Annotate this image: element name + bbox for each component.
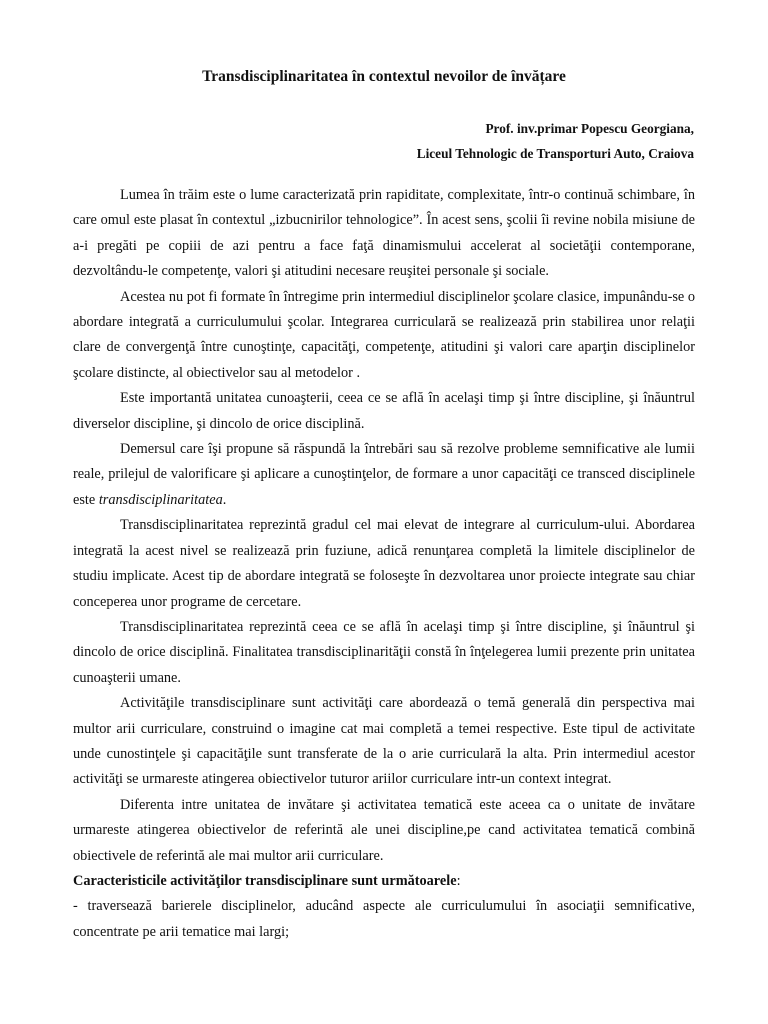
section-heading [73,869,695,894]
paragraph: Acestea nu pot fi formate în întregime prin intermediul disciplinelor şcolare clasice, impunându-se o abordare integrată a curriculumului şcolar. Integrarea curriculară se realizează prin stabilirea unor relaţii clare de convergenţă între cunoştinţe, capacităţi, competenţe, atitudini şi valori care aparţin disciplinelor şcolare distincte, al obiectivelor sau al metodelor . [73,288,695,381]
document-title: Transdisciplinaritatea în contextul nevoilor de învățare [202,68,566,85]
section-heading-text: Caracteristicile activităţilor transdisciplinare sunt următoarele [73,872,457,889]
paragraph: Transdisciplinaritatea reprezintă ceea ce se află în acelaşi timp şi între discipline, şi înăuntrul şi dincolo de orice disciplină. Finalitatea transdisciplinarităţii constă în înţelegerea lumii prezente prin unitatea cunoaşterii umane. [73,618,695,686]
section-heading-colon: : [456,872,461,889]
paragraph: Transdisciplinaritatea reprezintă gradul cel mai elevat de integrare al curriculum-ului. Abordarea integrată la acest nivel se realizează prin fuziune, adică renunţarea completă la limitele disciplinelor de studiu implicate. Acest tip de abordare integrată se foloseşte în dezvoltarea unor proiecte integrate sau chiar conceperea unor programe de cercetare. [73,517,695,610]
paragraph: Lumea în trăim este o lume caracterizată prin rapiditate, complexitate, într-o continuă schimbare, în care omul este plasat în contextul „izbucnirilor tehnologice”. În acest sens, şcolii îi revine nobila misiune de a-i pregăti pe copiii de azi pentru a face faţă dinamismului accelerat al societăţii contemporane, dezvoltându-le competenţe, valori şi atitudini necesare reuşitei personale şi sociale. [73,187,695,280]
paragraph: Activităţile transdisciplinare sunt activităţi care abordează o temă generală din perspectiva mai multor arii curriculare, construind o imagine cat mai completă a temei respective. Este tipul de activitate unde cunostinţele şi capacităţile sunt transferate de la o arie curriculară la alta. Prin intermediul acestor activităţi se urmareste atingerea obiectivelor tuturor ariilor curriculare intr-un context integrat. [73,695,695,788]
paragraph: Diferenta intre unitatea de invătare şi activitatea tematică este aceea ca o unitate de invătare urmareste atingerea obiectivelor de referintă ale unei discipline,pe cand activitatea tematică combină obiectivele de referintă ale mai multor arii curriculare. [73,796,695,864]
emphasized-term: transdisciplinaritatea [98,491,223,508]
paragraph: Este importantă unitatea cunoaşterii, ceea ce se află în acelaşi timp şi între discipline, şi înăuntrul diverselor discipline, şi dincolo de orice disciplină. [73,390,695,432]
paragraph-end: . [222,491,227,508]
paragraph [73,437,695,513]
paragraph-text: Demersul care îşi propune să răspundă la întrebări sau să rezolve probleme semnificative ale lumii reale, prilejul de valorificare şi aplicare a cunoştinţelor, de formare a unor capacităţi ce transced disciplinele este [73,441,695,508]
document-body [73,183,695,945]
author-institution: Liceul Tehnologic de Transporturi Auto, Craiova [416,146,694,161]
author-name: Prof. inv.primar Popescu Georgiana, [485,121,694,136]
list-item: - traversează barierele disciplinelor, aducând aspecte ale curriculumului în asociaţii semnificative, concentrate pe arii tematice mai largi; [73,898,695,940]
